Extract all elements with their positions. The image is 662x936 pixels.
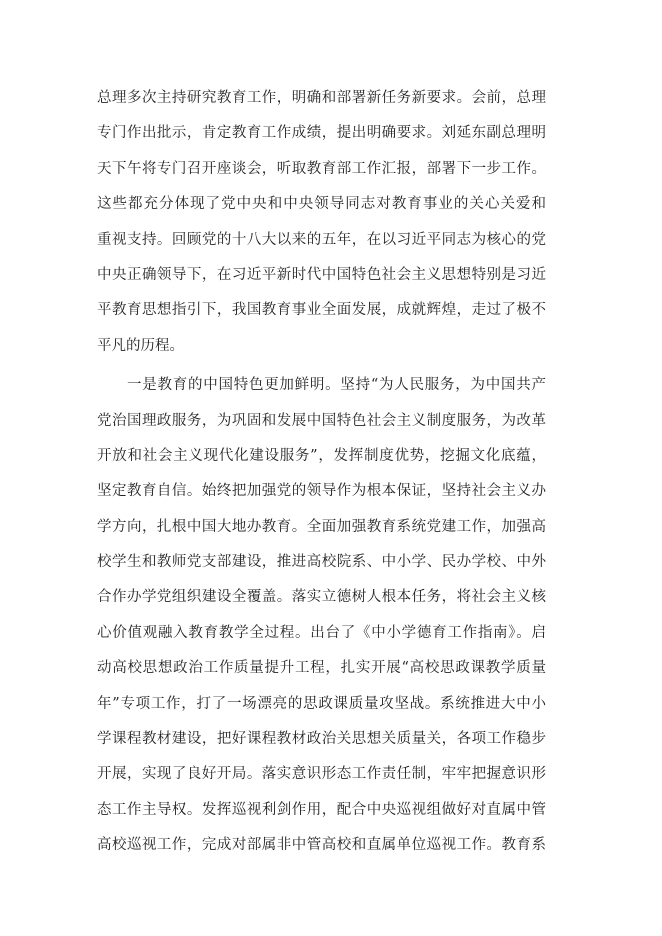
- text-line: 这些都充分体现了党中央和中央领导同志对教育事业的关心关爱和: [97, 196, 546, 213]
- text-line: 动高校思想政治工作质量提升工程，扎实开展“高校思政课教学质量: [97, 660, 546, 677]
- text-line: 年”专项工作，打了一场漂亮的思政课质量攻坚战。系统推进大中小: [97, 695, 546, 712]
- text-line: 开放和社会主义现代化建设服务”，发挥制度优势，挖掘文化底蕴，: [97, 447, 546, 464]
- text-line: 学方向，扎根中国大地办教育。全面加强教育系统党建工作，加强高: [97, 518, 546, 535]
- text-line: 天下午将专门召开座谈会，听取教育部工作汇报，部署下一步工作。: [97, 160, 546, 177]
- text-line: 开展，实现了良好开局。落实意识形态工作责任制，牢牢把握意识形: [97, 766, 546, 783]
- text-line: 校学生和教师党支部建设，推进高校院系、中小学、民办学校、中外: [97, 554, 546, 571]
- text-line: 重视支持。回顾党的十八大以来的五年，在以习近平同志为核心的党: [97, 231, 546, 248]
- paragraph-2: [97, 373, 546, 868]
- text-line: 中央正确领导下，在习近平新时代中国特色社会主义思想特别是习近: [97, 266, 546, 283]
- text-line: 高校巡视工作，完成对部属非中管高校和直属单位巡视工作。教育系: [97, 837, 546, 854]
- text-line: 学课程教材建设，把好课程教材政治关思想关质量关，各项工作稳步: [97, 731, 546, 748]
- text-line: 心价值观融入教育教学全过程。出台了《中小学德育工作指南》。启: [97, 624, 546, 641]
- text-line: 坚定教育自信。始终把加强党的领导作为根本保证，坚持社会主义办: [97, 483, 546, 500]
- text-line: 态工作主导权。发挥巡视利剑作用，配合中央巡视组做好对直属中管: [97, 801, 546, 818]
- text-line: 总理多次主持研究教育工作，明确和部署新任务新要求。会前，总理: [97, 90, 546, 106]
- text-line: 专门作出批示，肯定教育工作成绩，提出明确要求。刘延东副总理明: [97, 125, 546, 142]
- text-line: 一是教育的中国特色更加鲜明。坚持“为人民服务，为中国共产: [127, 377, 546, 394]
- paragraph-1: [97, 86, 546, 369]
- document-page: [97, 86, 546, 869]
- text-line: 党治国理政服务，为巩固和发展中国特色社会主义制度服务，为改革: [97, 412, 546, 429]
- text-line: 合作办学党组织建设全覆盖。落实立德树人根本任务，将社会主义核: [97, 589, 546, 606]
- text-line: 平凡的历程。: [97, 337, 184, 354]
- text-line: 平教育思想指引下，我国教育事业全面发展，成就辉煌，走过了极不: [97, 302, 546, 319]
